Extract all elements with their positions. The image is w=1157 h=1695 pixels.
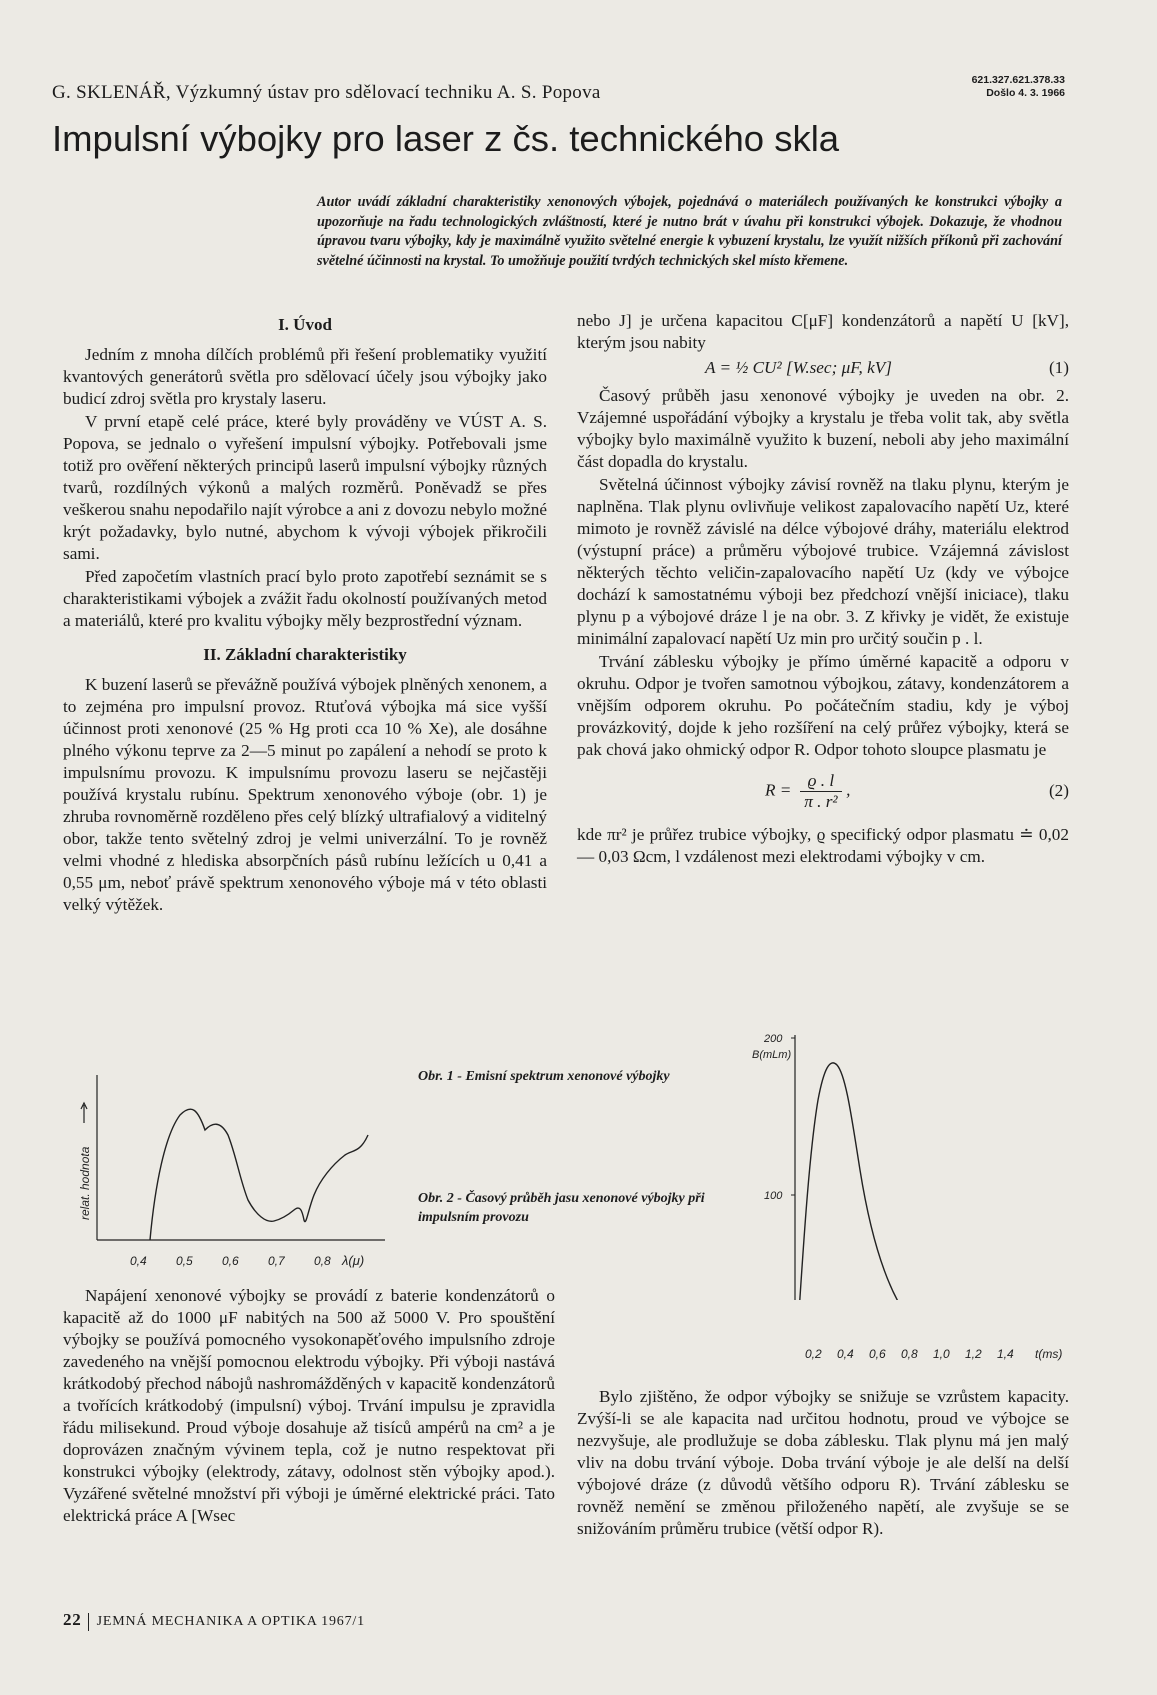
x-tick-label: 0,4 bbox=[837, 1347, 854, 1361]
x-tick-label: 0,8 bbox=[901, 1347, 918, 1361]
figure-2-caption: Obr. 2 - Časový průběh jasu xenonové výbojky při impulsním provozu bbox=[418, 1191, 705, 1225]
equation-2-body: R = $\frac{ϱ . l}{\text{π . r²}}$ , bbox=[765, 770, 851, 811]
left-column-lower bbox=[63, 1285, 555, 1528]
equation-2 bbox=[577, 764, 1069, 818]
fig2-y-tick-200: 200 bbox=[764, 1033, 783, 1045]
fig1-x-ticks bbox=[130, 1254, 331, 1268]
article-meta bbox=[880, 74, 1065, 100]
x-tick-label: 1,4 bbox=[997, 1347, 1014, 1361]
figure-1-spectrum bbox=[70, 1075, 400, 1280]
equation-1-body: A = ½ CU² [W.sec; μF, kV] bbox=[705, 358, 892, 377]
paragraph: kde πr² je průřez trubice výbojky, ϱ specifický odpor plasmatu ≐ 0,02 — 0,03 Ωcm, l vzdálenost mezi elektrodami výbojky v cm. bbox=[577, 825, 1069, 866]
section-heading-characteristics: II. Základní charakteristiky bbox=[203, 645, 407, 664]
left-column bbox=[63, 310, 547, 917]
equation-2-fraction bbox=[800, 771, 842, 812]
equation-2-lhs: R = bbox=[765, 779, 792, 799]
x-tick-label: 1,0 bbox=[933, 1347, 950, 1361]
page-footer bbox=[63, 1610, 365, 1631]
fig2-brightness-curve bbox=[797, 1063, 1000, 1300]
figure-2-x-axis-labels bbox=[750, 1340, 1080, 1370]
paragraph: Trvání záblesku výbojky je přímo úměrné kapacitě a odporu v okruhu. Odpor je tvořen samotnou výbojkou, zátavy, kondenzátorem a vnějším odporem okruhu. Po počátečním stadiu, kdy je výboj provázkovitý, dojde k jeho rozšíření na celý průřez výbojky, která se pak chová jako ohmický odpor R. Odpor tohoto sloupce plasmatu je bbox=[577, 652, 1069, 759]
equation-1-number: (1) bbox=[1048, 358, 1069, 377]
fraction-numerator: ϱ . l bbox=[800, 771, 842, 792]
x-tick-label: 0,2 bbox=[805, 1347, 822, 1361]
figure-1-caption: Obr. 1 - Emisní spektrum xenonové výbojky bbox=[418, 1069, 670, 1084]
paragraph: nebo J] je určena kapacitou C[μF] kondenzátorů a napětí U [kV], kterým jsou nabity bbox=[577, 311, 1069, 352]
x-tick-label: 0,6 bbox=[222, 1254, 239, 1268]
udc-code: 621.327.621.378.33 bbox=[971, 74, 1065, 86]
right-column-lower bbox=[577, 1386, 1069, 1541]
fig1-x-label: λ(μ) bbox=[342, 1253, 365, 1268]
fig1-y-label: relat. hodnota bbox=[78, 1146, 92, 1220]
x-tick-label: 0,7 bbox=[268, 1254, 285, 1268]
right-column bbox=[577, 310, 1069, 869]
x-tick-label: 0,4 bbox=[130, 1254, 147, 1268]
x-tick-label: 1,2 bbox=[965, 1347, 982, 1361]
fig2-x-label: t(ms) bbox=[1035, 1347, 1063, 1361]
paragraph: V první etapě celé práce, které byly prováděny ve VÚST A. S. Popova, se jednalo o vyřešení impulsní výbojky. Potřebovali jsme totiž pro ověření některých principů laserů impulsní výbojky různých tvarů, rozdílných výkonů a malých rozměrů. Poněvadž se přes veškerou snahu nepodařilo najít výrobce a ani z dovozu nebylo možné krýt požadavky, bylo nutné, abychom k vývoji výbojek přikročili sami. bbox=[63, 412, 547, 563]
page-number: 22 bbox=[63, 1610, 82, 1629]
paragraph: Jedním z mnoha dílčích problémů při řešení problematiky využití kvantových generátorů světla pro sdělovací účely jsou výbojky jako budicí zdroj světla pro krystaly laseru. bbox=[63, 345, 547, 408]
figure-2-brightness bbox=[750, 1030, 1070, 1300]
article-title: Impulsní výbojky pro laser z čs. technického skla bbox=[52, 118, 840, 159]
abstract: Autor uvádí základní charakteristiky xenonových výbojek, pojednává o materiálech používaných ke konstrukci výbojky a upozorňuje na řadu technologických zvláštností, které je nutno brát v úvahu při konstrukci výbojek. Dokazuje, že vhodnou úpravou tvaru výbojky, kdy je maximálně využito světelné energie k vybuzení krystalu, lze využít nižších příkonů při zachování světelné účinnosti na krystal. To umožňuje použití tvrdých technických skel místo křemene. bbox=[317, 194, 1062, 269]
paragraph: Před započetím vlastních prací bylo proto zapotřebí seznámit se s charakteristikami výbojek a zvážit řadu okolností používaných metod a materiálů, které pro kvalitu výbojky měly bezprostřední význam. bbox=[63, 567, 547, 630]
equation-1 bbox=[577, 357, 1069, 379]
x-tick-label: 0,8 bbox=[314, 1254, 331, 1268]
paragraph: Bylo zjištěno, že odpor výbojky se snižuje se vzrůstem kapacity. Zvýší-li se ale kapacita nad určitou hodnotu, proud ve výbojce se nezvyšuje, ale prodlužuje se doba záblesku. Tlak plynu má jen malý vliv na dobu trvání výboje. Doba trvání výboje je ale delší na delší výbojové dráze (z důvodů většího odporu R). Trvání záblesku se rovněž nemění se změnou přiloženého napětí, ale zvyšuje se se snižováním průměru trubice (větší odpor R). bbox=[577, 1387, 1069, 1538]
author-line: G. SKLENÁŘ, Výzkumný ústav pro sdělovací techniku A. S. Popova bbox=[52, 82, 601, 103]
paragraph: Světelná účinnost výbojky závisí rovněž na tlaku plynu, kterým je naplněna. Tlak plynu ovlivňuje velikost zapalovacího napětí Uz, které mimoto je rovněž závislé na délce výbojové dráhy, materiálu elektrod (výstupní práce) a průměru výbojové trubice. Vzájemná závislost některých těchto veličin-zapalovacího napětí Uz (kdy ve výbojce dochází k samostatnému výboji bez předchozí vnější iniciace), tlaku plynu p a výbojové dráze l je na obr. 3. Z křivky je vidět, že existuje minimální zapalovací napětí Uz min pro určitý součin p . l. bbox=[577, 475, 1069, 648]
footer-divider bbox=[88, 1613, 89, 1631]
journal-name: JEMNÁ MECHANIKA A OPTIKA 1967/1 bbox=[96, 1614, 365, 1629]
x-tick-label: 0,5 bbox=[176, 1254, 193, 1268]
fig2-y-tick-100: 100 bbox=[764, 1190, 783, 1202]
fig1-spectrum-curve bbox=[150, 1109, 368, 1240]
x-tick-label: 0,6 bbox=[869, 1347, 886, 1361]
fig2-y-label: B(mLm) bbox=[752, 1049, 792, 1061]
equation-2-number: (2) bbox=[1048, 781, 1069, 800]
paragraph: K buzení laserů se převážně používá výbojek plněných xenonem, a to zejména pro impulsní provoz. Rtuťová výbojka má sice vyšší účinnost proti xenonové (25 % Hg proti cca 10 % Xe), ale dosáhne plného výkonu teprve za 2—5 minut po zapálení a nehodí se proto k impulsnímu provozu. K impulsnímu provozu laseru se nejčastěji používá krystalu rubínu. Spektrum xenonového výboje (obr. 1) je zhruba rovnoměrně rozděleno přes celý blízký ultrafialový a viditelný obor, takže tento světelný zdroj je velmi univerzální. To je rovněž velmi vhodné z hlediska absorpčních pásů rubínu ležících u 0,41 a 0,55 μm, neboť právě spektrum xenonového výboje má v této oblasti velký výtěžek. bbox=[63, 675, 547, 914]
section-heading-intro: I. Úvod bbox=[278, 315, 332, 334]
fraction-denominator: π . r² bbox=[804, 791, 838, 811]
received-date: Došlo 4. 3. 1966 bbox=[986, 87, 1065, 99]
paragraph: Časový průběh jasu xenonové výbojky je uveden na obr. 2. Vzájemné uspořádání výbojky a krystalu je třeba volit tak, aby světla výbojky bylo maximálně využito k buzení, neboli aby jeho maximální část dopadla do krystalu. bbox=[577, 386, 1069, 471]
fig2-x-ticks bbox=[805, 1347, 1014, 1361]
paragraph: Napájení xenonové výbojky se provádí z baterie kondenzátorů o kapacitě až do 1000 μF nabitých na 500 až 5000 V. Pro spouštění výbojky se používá pomocného vysokonapěťového impulsního zdroje zavedeného na vnější pomocnou elektrodu výbojky. Při výboji nastává krátkodobý přechod nábojů nashromážděných v kapacitě kondenzátorů a tvořících krátkodobý (impulsní) výboj. Trvání impulsu je zpravidla řádu milisekund. Proud výboje dosahuje až tisíců ampérů na cm² a je doprovázen značným vývinem tepla, což je nutno respektovat při konstrukci výbojky (elektrody, zátavy, odolnost stěn výbojky apod.). Vyzářené světelné množství při výboji je úměrné elektrické práci. Tato elektrická práce A [Wsec bbox=[63, 1286, 555, 1525]
